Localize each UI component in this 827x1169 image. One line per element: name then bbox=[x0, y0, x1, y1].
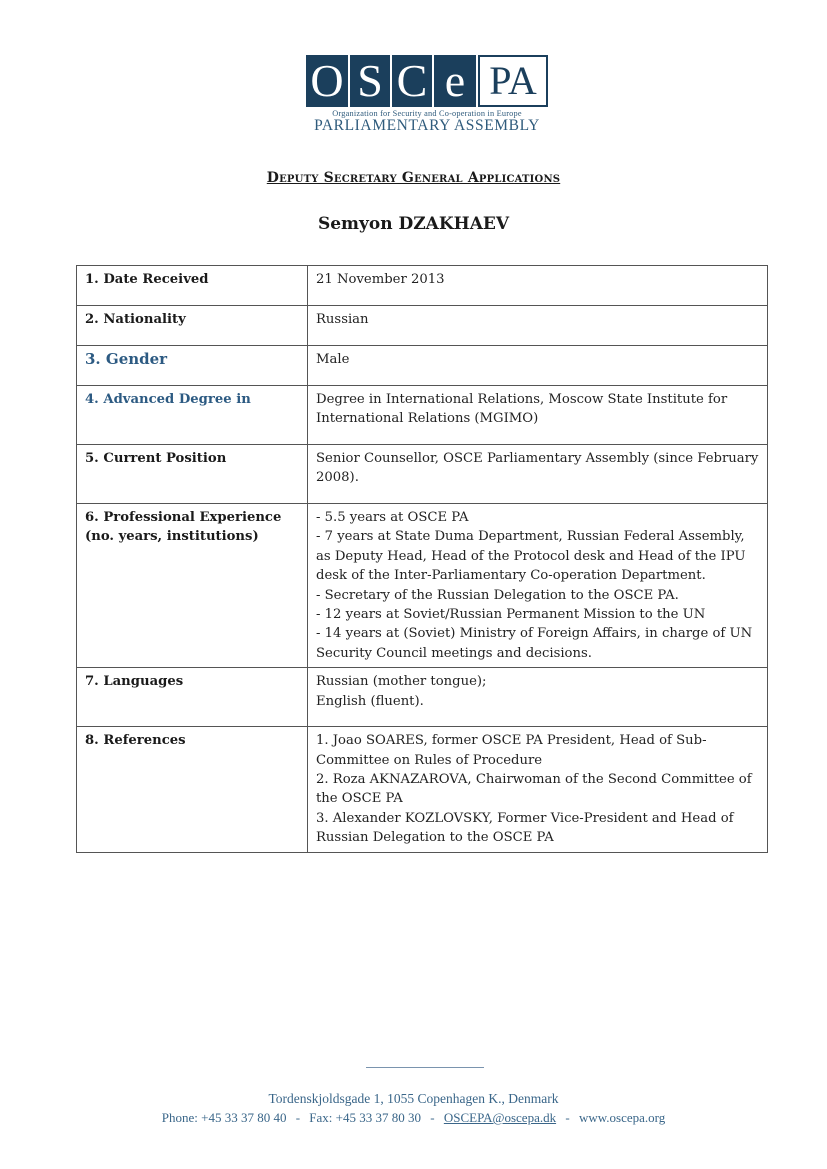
row-label: 7. Languages bbox=[77, 668, 308, 727]
table-row-nationality bbox=[77, 306, 768, 346]
logo-assembly-line: PARLIAMENTARY ASSEMBLY bbox=[314, 117, 540, 134]
footer-contacts bbox=[0, 1110, 827, 1126]
applicant-name: Semyon DZAKHAEV bbox=[317, 214, 510, 234]
row-label: 1. Date Received bbox=[77, 266, 308, 306]
row-value bbox=[308, 504, 768, 668]
value-line: English (fluent). bbox=[316, 693, 424, 709]
value-line: Russian bbox=[316, 312, 369, 327]
table-row-current-position bbox=[77, 445, 768, 504]
table-row-references bbox=[77, 727, 768, 852]
footer-separator: - bbox=[565, 1110, 570, 1125]
table-row-languages bbox=[77, 668, 768, 727]
logo-letter-o: O bbox=[306, 55, 348, 107]
footer-email-link[interactable]: OSCEPA@oscepa.dk bbox=[443, 1110, 557, 1125]
value-line: 2. Roza AKNAZAROVA, Chairwoman of the Second Committee of the OSCE PA bbox=[316, 772, 752, 807]
logo-letter-boxes bbox=[306, 55, 548, 107]
footer-separator: - bbox=[430, 1110, 435, 1125]
application-table bbox=[76, 265, 768, 853]
document-heading: Deputy Secretary General Applications bbox=[266, 170, 561, 186]
row-label: 4. Advanced Degree in bbox=[77, 386, 308, 445]
value-line: - 12 years at Soviet/Russian Permanent Mission to the UN bbox=[316, 607, 706, 623]
row-value bbox=[308, 727, 768, 852]
value-line: - 7 years at State Duma Department, Russian Federal Assembly, as Deputy Head, Head of the Protocol desk and Head of the IPU desk of the Inter-Parliamentary Co-operation Department. bbox=[316, 529, 746, 584]
value-line: - 5.5 years at OSCE PA bbox=[316, 510, 469, 525]
value-line: 21 November 2013 bbox=[316, 272, 445, 287]
logo-pa-box: PA bbox=[478, 55, 548, 107]
row-value bbox=[308, 445, 768, 504]
row-value bbox=[308, 386, 768, 445]
footer-fax: Fax: +45 33 37 80 30 bbox=[309, 1110, 421, 1125]
table-row-gender bbox=[77, 346, 768, 386]
value-line: Degree in International Relations, Moscow State Institute for International Relations (MGIMO) bbox=[316, 392, 728, 427]
row-label: 3. Gender bbox=[77, 346, 308, 386]
value-line: - Secretary of the Russian Delegation to the OSCE PA. bbox=[316, 587, 679, 603]
table-row-date-received bbox=[77, 266, 768, 306]
logo-letter-c: C bbox=[392, 55, 432, 107]
value-line: Male bbox=[316, 352, 350, 367]
table-row-professional-experience bbox=[77, 504, 768, 668]
footer-separator: - bbox=[295, 1110, 301, 1125]
row-value bbox=[308, 306, 768, 346]
footer-address: Tordenskjoldsgade 1, 1055 Copenhagen K., Denmark bbox=[268, 1091, 559, 1106]
row-value bbox=[308, 266, 768, 306]
value-line: - 14 years at (Soviet) Ministry of Foreign Affairs, in charge of UN Security Council meetings and decisions. bbox=[316, 626, 753, 661]
value-line: Russian (mother tongue); bbox=[316, 674, 487, 690]
row-value bbox=[308, 346, 768, 386]
footer-website-link[interactable]: www.oscepa.org bbox=[578, 1110, 666, 1125]
table-row-advanced-degree bbox=[77, 386, 768, 445]
footer-divider bbox=[366, 1067, 484, 1068]
logo-letter-s: S bbox=[350, 55, 390, 107]
value-line: 1. Joao SOARES, former OSCE PA President, Head of Sub-Committee on Rules of Procedure bbox=[316, 733, 707, 768]
row-label: 2. Nationality bbox=[77, 306, 308, 346]
row-label: 6. Professional Experience (no. years, institutions) bbox=[77, 504, 308, 668]
footer-phone: Phone: +45 33 37 80 40 bbox=[161, 1110, 287, 1125]
row-value bbox=[308, 668, 768, 727]
value-line: Senior Counsellor, OSCE Parliamentary Assembly (since February 2008). bbox=[316, 451, 759, 486]
row-label: 5. Current Position bbox=[77, 445, 308, 504]
logo-letter-e: e bbox=[434, 55, 476, 107]
logo-organization-line: Organization for Security and Co-operation in Europe bbox=[332, 109, 522, 118]
osce-pa-logo bbox=[306, 55, 548, 135]
value-line: 3. Alexander KOZLOVSKY, Former Vice-President and Head of Russian Delegation to the OSCE PA bbox=[316, 810, 734, 846]
row-label: 8. References bbox=[77, 727, 308, 852]
